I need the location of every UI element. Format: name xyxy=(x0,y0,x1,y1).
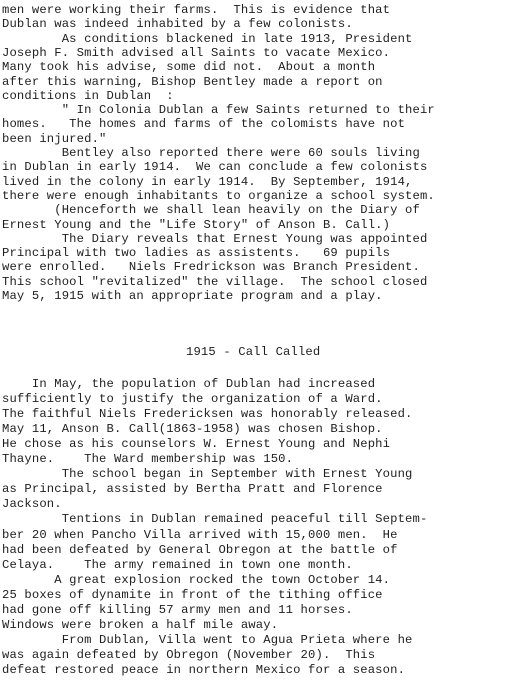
text-line: May 5, 1915 with an appropriate program and a play. xyxy=(2,289,383,303)
text-line: Ernest Young and the "Life Story" of Anson B. Call.) xyxy=(2,217,391,232)
text-line: He chose as his counselors W. Ernest Young and Nephi xyxy=(2,437,391,452)
text-line: defeat restored peace in northern Mexico for a season. xyxy=(2,662,406,677)
text-line: In May, the population of Dublan had increased xyxy=(2,377,376,391)
text-line: Celaya. The army remained in town one month. xyxy=(2,557,353,572)
text-line: conditions in Dublan : xyxy=(2,88,174,103)
text-line: 25 boxes of dynamite in front of the tithing office xyxy=(2,587,383,602)
text-line: From Dublan, Villa went to Agua Prieta where he xyxy=(2,632,413,647)
text-line: Joseph F. Smith advised all Saints to vacate Mexico. xyxy=(2,45,391,60)
text-line: May 11, Anson B. Call(1863-1958) was chosen Bishop. xyxy=(2,422,383,437)
text-line: Dublan was indeed inhabited by a few colonists. xyxy=(2,17,353,32)
text-line: This school "revitalized" the village. The school closed xyxy=(2,274,428,289)
text-line: men were working their farms. This is evidence that xyxy=(2,3,391,17)
text-line: The school began in September with Ernest Young xyxy=(2,467,413,482)
text-line: " In Colonia Dublan a few Saints returned to their xyxy=(2,103,435,118)
text-line: (Henceforth we shall lean heavily on the Diary of xyxy=(2,203,420,218)
text-line: had been defeated by General Obregon at the battle of xyxy=(2,542,398,557)
text-line: homes. The homes and farms of the colomists have not xyxy=(2,117,406,132)
text-line: as Principal, assisted by Bertha Pratt and Florence xyxy=(2,482,383,497)
text-line: Bentley also reported there were 60 souls living xyxy=(2,146,420,160)
text-line: The Diary reveals that Ernest Young was appointed xyxy=(2,231,428,246)
section-heading: 1915 - Call Called xyxy=(186,345,321,359)
text-line: Many took his advise, some did not. About a month xyxy=(2,60,376,75)
text-line: Thayne. The Ward membership was 150. xyxy=(2,452,294,467)
text-line: after this warning, Bishop Bentley made a report on xyxy=(2,74,383,89)
text-line: sufficiently to justify the organization of a Ward. xyxy=(2,392,383,407)
text-line: As conditions blackened in late 1913, President xyxy=(2,31,413,46)
text-line: Jackson. xyxy=(2,497,62,512)
text-line: Windows were broken a half mile away. xyxy=(2,617,279,632)
text-line: A great explosion rocked the town October 14. xyxy=(2,572,391,587)
text-line: were enrolled. Niels Fredrickson was Branch President. xyxy=(2,260,420,275)
text-line: in Dublan in early 1914. We can conclude a few colonists xyxy=(2,160,428,175)
text-line: been injured." xyxy=(2,131,107,146)
text-line: Principal with two ladies as assistents. 69 pupils xyxy=(2,246,391,261)
text-line: lived in the colony in early 1914. By September, 1914, xyxy=(2,174,413,189)
text-line: ber 20 when Pancho Villa arrived with 15,000 men. He xyxy=(2,527,398,542)
text-line: had gone off killing 57 army men and 11 horses. xyxy=(2,602,353,617)
text-line: was again defeated by Obregon (November 20). This xyxy=(2,647,376,662)
text-line: there were enough inhabitants to organize a school system. xyxy=(2,188,435,203)
text-line: The faithful Niels Fredericksen was honorably released. xyxy=(2,407,413,422)
text-line: Tentions in Dublan remained peaceful till Septem- xyxy=(2,512,428,527)
